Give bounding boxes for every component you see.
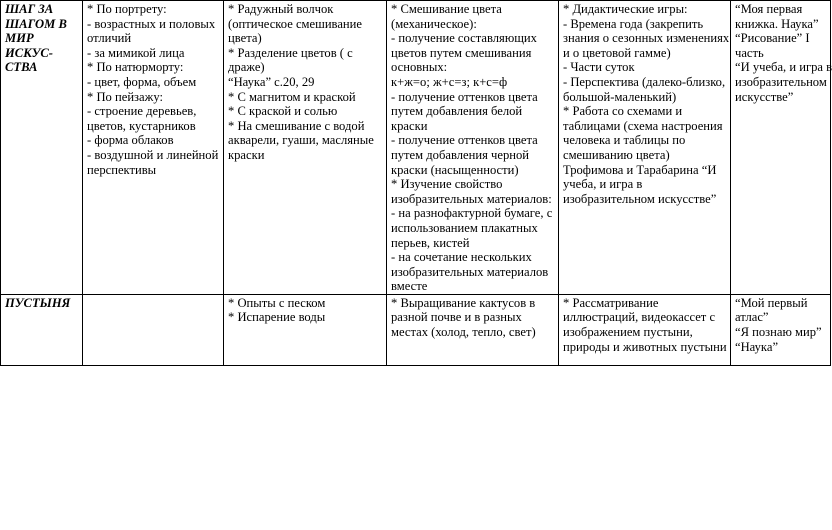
- cell-text-line: цвета): [228, 31, 262, 46]
- cell-text-line: “Моя первая: [735, 2, 803, 16]
- cell-text-line: * Рассматривание: [563, 295, 659, 310]
- cell-text-line: знания о сезонных изменениях: [563, 31, 730, 46]
- cell-text-line: путем добавления черной: [391, 147, 530, 162]
- section-cell: [1, 1, 83, 295]
- cell-text-line: * Испарение воды: [228, 310, 326, 325]
- table-row: [1, 1, 831, 295]
- cell-text-line: * Выращивание кактусов в: [391, 295, 536, 310]
- cell-text-line: СТВА: [5, 60, 38, 75]
- cell-text-line: “Я познаю мир”: [735, 325, 822, 340]
- cell-text-line: атлас”: [735, 310, 769, 325]
- cell-text-line: - за мимикой лица: [87, 45, 185, 60]
- cell-text-line: отличий: [87, 31, 132, 46]
- cell-text-line: к+ж=о; ж+с=з; к+с=ф: [391, 74, 508, 89]
- cell-text-line: “И учеба, и игра в: [735, 60, 832, 75]
- cell-text-line: МИР: [5, 31, 34, 46]
- cell-text-line: и о цветовой гамме): [563, 45, 671, 60]
- table-cell: [83, 294, 224, 365]
- cell-text-line: * По портрету:: [87, 2, 167, 16]
- cell-text-line: таблицами (схема настроения: [563, 118, 723, 133]
- cell-text-line: * Изучение свойство: [391, 177, 503, 192]
- cell-text-line: - получение составляющих: [391, 31, 537, 46]
- cell-text-line: - на разнофактурной бумаге, с: [391, 206, 553, 221]
- cell-text-line: учеба, и игра в: [563, 177, 643, 192]
- cell-text-line: драже): [228, 60, 265, 75]
- cell-text-line: часть: [735, 45, 764, 60]
- cell-text-line: искусстве”: [735, 89, 794, 104]
- cell-text-line: - воздушной и линейной: [87, 147, 219, 162]
- cell-text-line: “Наука” с.20, 29: [228, 74, 315, 89]
- cell-text-line: изобразительном: [735, 74, 827, 89]
- cell-text-line: местах (холод, тепло, свет): [391, 325, 536, 340]
- cell-text-line: “Рисование” I: [735, 31, 810, 46]
- cell-text-line: ПУСТЫНЯ: [5, 295, 71, 310]
- cell-text-line: большой-маленький): [563, 89, 677, 104]
- cell-text-line: * Работа со схемами и: [563, 104, 683, 119]
- cell-text-line: Трофимова и Тарабарина “И: [563, 162, 717, 177]
- cell-text-line: ШАГОМ В: [5, 16, 67, 31]
- cell-text-line: * Дидактические игры:: [563, 2, 688, 16]
- cell-text-line: - Времена года (закрепить: [563, 16, 704, 31]
- cell-text-line: * На смешивание с водой: [228, 118, 365, 133]
- cell-text-line: * Опыты с песком: [228, 295, 326, 310]
- cell-text-line: * С краской и солью: [228, 104, 338, 119]
- cell-text-line: вместе: [391, 279, 428, 294]
- table-cell: [731, 1, 831, 295]
- cell-text-line: перьев, кистей: [391, 235, 470, 250]
- cell-text-line: изображением пустыни,: [563, 325, 693, 340]
- cell-text-line: изобразительном искусстве”: [563, 191, 717, 206]
- cell-text-line: акварели, гуаши, масляные: [228, 133, 374, 148]
- cell-text-line: цветов путем смешивания: [391, 45, 532, 60]
- cell-text-line: “Мой первый: [735, 295, 808, 310]
- cell-text-line: смешиванию цвета): [563, 147, 670, 162]
- cell-text-line: краски: [391, 118, 428, 133]
- cell-text-line: разной почве и в разных: [391, 310, 522, 325]
- cell-text-line: цветов, кустарников: [87, 118, 196, 133]
- section-cell: [1, 294, 83, 365]
- cell-text-line: человека и таблицы по: [563, 133, 686, 148]
- cell-text-line: ШАГ ЗА: [5, 2, 54, 16]
- cell-text-line: * Радужный волчок: [228, 2, 334, 16]
- table-cell: [224, 1, 387, 295]
- cell-text-line: - форма облаков: [87, 133, 174, 148]
- table-row: [1, 294, 831, 365]
- cell-text-line: иллюстраций, видеокассет с: [563, 310, 716, 325]
- cell-text-line: - строение деревьев,: [87, 104, 197, 119]
- cell-text-line: - получение оттенков цвета: [391, 89, 538, 104]
- cell-text-line: * По натюрморту:: [87, 60, 184, 75]
- cell-text-line: основных:: [391, 60, 448, 75]
- cell-text-line: - цвет, форма, объем: [87, 74, 197, 89]
- cell-text-line: - получение оттенков цвета: [391, 133, 538, 148]
- table-cell: [559, 294, 731, 365]
- cell-text-line: * Разделение цветов ( с: [228, 45, 353, 60]
- cell-text-line: - возрастных и половых: [87, 16, 216, 31]
- cell-text-line: “Наука”: [735, 339, 779, 354]
- table-cell: [387, 1, 559, 295]
- cell-text-line: изобразительных материалов:: [391, 191, 552, 206]
- cell-text-line: книжка. Наука”: [735, 16, 819, 31]
- cell-text-line: - Части суток: [563, 60, 635, 75]
- cell-text-line: * По пейзажу:: [87, 89, 163, 104]
- cell-text-line: краски: [228, 147, 265, 162]
- cell-text-line: перспективы: [87, 162, 157, 177]
- table-cell: [83, 1, 224, 295]
- cell-text-line: * Смешивание цвета: [391, 2, 502, 16]
- table-cell: [731, 294, 831, 365]
- cell-text-line: - на сочетание нескольких: [391, 250, 532, 265]
- cell-text-line: (оптическое смешивание: [228, 16, 362, 31]
- cell-text-line: (механическое):: [391, 16, 477, 31]
- cell-text-line: использованием плакатных: [391, 220, 538, 235]
- cell-text-line: изобразительных материалов: [391, 264, 549, 279]
- cell-text-line: краски (насыщенности): [391, 162, 519, 177]
- cell-text-line: путем добавления белой: [391, 104, 523, 119]
- cell-text-line: - Перспектива (далеко-близко,: [563, 74, 726, 89]
- cell-text-line: ИСКУС-: [5, 45, 53, 60]
- cell-text-line: * С магнитом и краской: [228, 89, 356, 104]
- table-cell: [559, 1, 731, 295]
- cell-text-line: природы и животных пустыни: [563, 339, 727, 354]
- table-cell: [224, 294, 387, 365]
- table-cell: [387, 294, 559, 365]
